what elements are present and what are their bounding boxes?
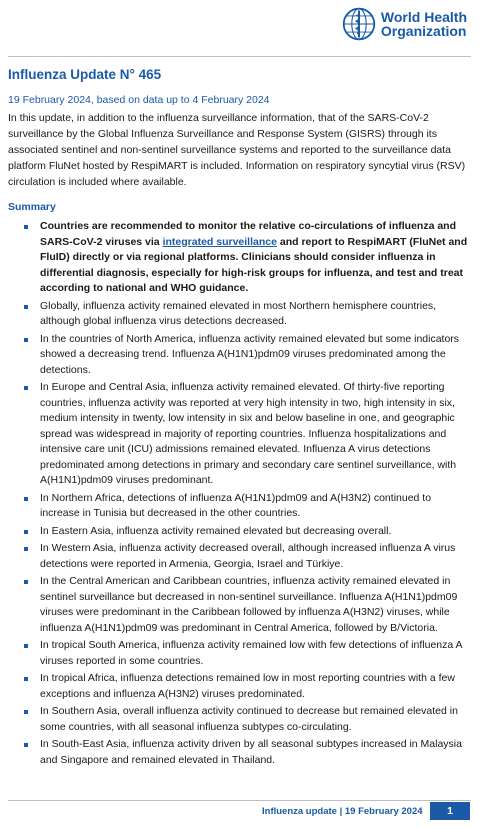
bullet-text-before-link: Countries are recommended to monitor the relative co-circulations of influenza and SARS-CoV-2 viruses via	[40, 220, 456, 248]
bullet-icon	[24, 644, 28, 648]
list-item	[0, 574, 470, 636]
bullet-text: In Northern Africa, detections of influenza A(H1N1)pdm09 and A(H3N2) continued to increase in Tunisia but decreased in the other countries.	[40, 491, 432, 519]
bullet-text: Globally, influenza activity remained elevated in most Northern hemisphere countries, although global influenza virus detections decreased.	[40, 299, 437, 327]
bullet-icon	[24, 580, 28, 584]
org-name-line2: Organization	[380, 23, 467, 39]
bullet-text: In the countries of North America, influenza activity remained elevated but some indicators showed a decreasing trend. Influenza A(H1N1)pdm09 viruses predominated among the detections.	[40, 332, 460, 376]
bullet-icon	[24, 530, 28, 534]
who-wordmark	[381, 10, 467, 38]
bullet-text: In South-East Asia, influenza activity driven by all seasonal subtypes increased in Malaysia and Singapore and remained elevated in Thailand.	[40, 738, 462, 766]
date-line: 19 February 2024, based on data up to 4 February 2024	[8, 94, 270, 106]
bullet-icon	[24, 677, 28, 681]
bullet-icon	[24, 305, 28, 309]
bullet-icon	[24, 338, 28, 342]
list-item	[0, 541, 470, 572]
who-logo	[341, 6, 467, 42]
list-item	[0, 380, 470, 489]
list-item	[0, 671, 470, 702]
bullet-icon	[24, 497, 28, 501]
footer-divider	[8, 800, 471, 801]
bullet-icon	[24, 710, 28, 714]
bullet-text: In Europe and Central Asia, influenza activity remained elevated. Of thirty-five reporting countries, influenza activity was reported at very high intensity in two, high intensity in six, medium intensity in twenty, low intensity in six and below baseline in one, and geographic spread was widespread in majority of reporting countries. Influenza hospitalizations and intensive care unit (ICU) admissions remained elevated. Influenza A virus detections predominated among detections in primary and secondary care sentinel surveillance, with A(H1N1)pdm09 viruses predominant.	[40, 381, 457, 486]
page-header	[0, 0, 479, 62]
bullet-text-after-link: and report to RespiMART (FluNet and FluID) directly or via regional platforms. Clinicians should consider influenza in differential diagnosis, especially for high-risk groups for influenza, and test and treat according to national and WHO guidance.	[40, 235, 468, 294]
who-emblem-icon	[341, 6, 377, 42]
org-name-line1: World Health	[380, 9, 467, 25]
bullet-text: In the Central American and Caribbean countries, influenza activity remained elevated in sentinel surveillance but decreased in non-sentinel surveillance. Influenza A(H1N1)pdm09 viruses were predominant in the Caribbean followed by influenza A(H3N2) viruses, while influenza A(H1N1)pdm09 was predominant in Central America, followed by B/Victoria.	[40, 575, 458, 634]
list-item	[0, 737, 470, 768]
integrated-surveillance-link[interactable]: integrated surveillance	[162, 235, 277, 248]
summary-list	[0, 219, 470, 770]
bullet-text: In Eastern Asia, influenza activity remained elevated but decreasing overall.	[40, 524, 392, 537]
intro-paragraph: In this update, in addition to the influenza surveillance information, that of the SARS-CoV-2 surveillance by the Global Influenza Surveillance and Response System (GISRS) through its associated sentinel and non-sentinel surveillance systems and reported to the surveillance data platform FluNet hosted by RespiMART is included. Information on respiratory syncytial virus (RSV) circulation is included where available.	[8, 112, 466, 188]
bullet-text: In Western Asia, influenza activity decreased overall, although increased influenza A virus detections were reported in Armenia, Georgia, Israel and Türkiye.	[40, 542, 456, 570]
bullet-text: In tropical South America, influenza activity remained low with few detections of influenza A viruses reported in some countries.	[40, 639, 462, 667]
summary-heading: Summary	[8, 201, 56, 213]
bullet-icon	[24, 743, 28, 747]
bullet-icon	[24, 386, 28, 390]
bullet-text: In Southern Asia, overall influenza activity continued to decrease but remained elevated in some countries, with all seasonal influenza subtypes co-circulating.	[40, 705, 458, 733]
bullet-text: In tropical Africa, influenza detections remained low in most reporting countries with a few exceptions and influenza A(H3N2) viruses predominated.	[40, 672, 455, 700]
list-item	[0, 332, 470, 379]
header-divider	[8, 56, 471, 57]
list-item	[0, 704, 470, 735]
list-item	[0, 491, 470, 522]
bullet-icon	[24, 547, 28, 551]
list-item	[0, 299, 470, 330]
page-number: 1	[430, 802, 470, 820]
page-title: Influenza Update N° 465	[8, 67, 162, 82]
bullet-icon	[24, 225, 28, 229]
list-item	[0, 638, 470, 669]
list-item	[0, 219, 470, 297]
list-item	[0, 524, 470, 540]
footer-text: Influenza update | 19 February 2024	[262, 806, 423, 817]
